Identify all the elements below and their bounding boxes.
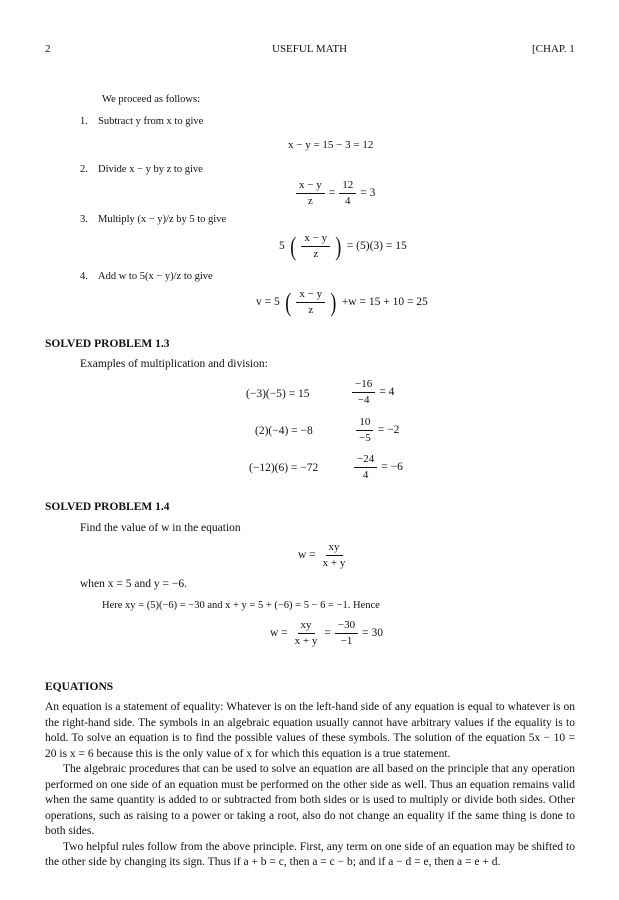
multiplication-example: (−3)(−5) = 15: [246, 388, 310, 400]
problem-intro: Examples of multiplication and division:: [80, 358, 268, 370]
equation-3: 5 ( $\frac{x - y}{z}$ ) = (5)(3) = 15: [279, 231, 407, 261]
procedure-intro: We proceed as follows:: [102, 94, 200, 105]
body-text: [45, 700, 575, 871]
step-text: Add w to 5(x − y)/z to give: [98, 271, 213, 282]
step-number: 4.: [80, 271, 88, 282]
condition-text: when x = 5 and y = −6.: [80, 578, 187, 590]
running-title: USEFUL MATH: [272, 43, 348, 55]
multiplication-example: (−12)(6) = −72: [249, 462, 319, 474]
fraction: $\frac{x - y}{z}$: [296, 180, 325, 207]
fraction: $\frac{10}{-5}$: [356, 417, 374, 444]
step-number: 2.: [80, 164, 88, 175]
equation-4: v = 5 ( $\frac{x - y}{z}$ ) +w = 15 + 10 = 25: [256, 287, 428, 317]
paragraph: The algebraic procedures that can be used to solve an equation are all based on the principle that any operation performed on one side of an equation must be performed on the other side as well. Thus an equation remains valid when the same quantity is added to or subtracted from both sides or is used to multiply or divide both sides. Other operations, such as raising to a power or taking a root, also do not change an equality if the same thing is done to both sides.: [45, 763, 575, 837]
fraction: $\frac{-30}{-1}$: [335, 620, 358, 647]
multiplication-example: (2)(−4) = −8: [255, 425, 313, 437]
page-number: 2: [45, 43, 51, 55]
fraction: $\frac{-16}{-4}$: [352, 379, 375, 406]
chapter-label: [CHAP. 1: [532, 43, 575, 55]
step-text: Subtract y from x to give: [98, 116, 204, 127]
fraction: $\frac{-24}{4}$: [354, 454, 377, 481]
division-example: $\frac{10}{-5}$ = −2: [356, 417, 399, 444]
step-text: Divide x − y by z to give: [98, 164, 203, 175]
fraction: $\frac{xy}{x + y}$: [294, 619, 318, 647]
section-heading: EQUATIONS: [45, 681, 114, 693]
section-heading: SOLVED PROBLEM 1.3: [45, 338, 170, 350]
step-text: Multiply (x − y)/z by 5 to give: [98, 214, 227, 225]
solution-equation: w = $\frac{xy}{x + y}$ = $\frac{-30}{-1}$ = 30: [270, 619, 383, 647]
paragraph: Two helpful rules follow from the above principle. First, any term on one side of an equation may be shifted to the other side by changing its sign. Thus if a + b = c, then a = c − b; and if a − d = e, then a = e + d.: [45, 840, 575, 868]
problem-equation: w = $\frac{xy}{x + y}$: [298, 542, 348, 569]
fraction: $\frac{12}{4}$: [339, 180, 356, 207]
step-number: 1.: [80, 116, 88, 127]
fraction: $\frac{x - y}{z}$: [301, 233, 330, 260]
equation-1: x − y = 15 − 3 = 12: [288, 139, 374, 151]
division-example: $\frac{-16}{-4}$ = 4: [352, 379, 394, 406]
problem-intro: Find the value of w in the equation: [80, 522, 241, 534]
step-number: 3.: [80, 214, 88, 225]
equation-2: $\frac{x - y}{z}$ = $\frac{12}{4}$ = 3: [296, 180, 375, 207]
division-example: $\frac{-24}{4}$ = −6: [354, 454, 403, 481]
section-heading: SOLVED PROBLEM 1.4: [45, 501, 170, 513]
fraction: $\frac{x - y}{z}$: [296, 289, 325, 316]
paragraph: An equation is a statement of equality: Whatever is on the left-hand side of any equation is equal to whatever is on the right-hand side. The symbols in an algebraic equation usually cannot have arbitrary values if the equality is to hold. To solve an equation is to find the possible values of these symbols. The solution of the equation 5x − 10 = 20 is x = 6 because this is the only value of x for which this equation is a true statement.: [45, 701, 575, 760]
fraction: $\frac{xy}{x + y}$: [322, 541, 346, 569]
solution-text: Here xy = (5)(−6) = −30 and x + y = 5 + (−6) = 5 − 6 = −1. Hence: [102, 600, 380, 611]
